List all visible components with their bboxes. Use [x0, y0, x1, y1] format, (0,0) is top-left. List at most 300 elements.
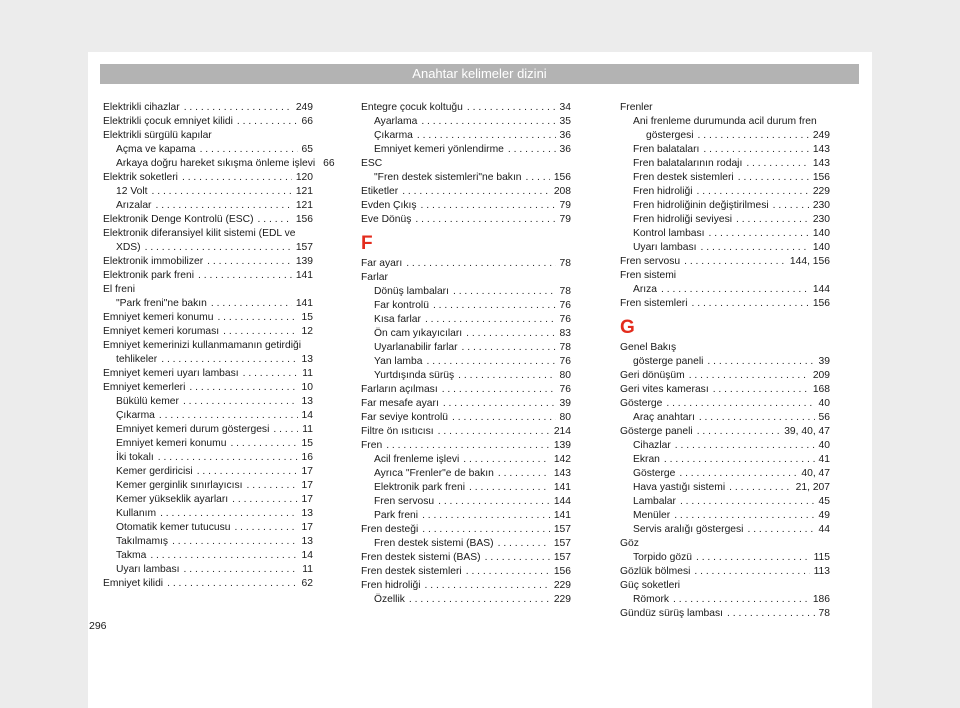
- leader-dots: [234, 521, 297, 535]
- entry-label: Elektrikli cihazlar: [103, 102, 180, 113]
- leader-dots: [438, 495, 550, 509]
- index-entry: [361, 355, 571, 369]
- index-entry: [103, 451, 313, 465]
- leader-dots: [696, 551, 810, 565]
- entry-label: Ayrıca "Frenler"e de bakın: [374, 468, 494, 479]
- entry-label: Kemer gerginlik sınırlayıcısı: [116, 480, 243, 491]
- leader-dots: [443, 397, 556, 411]
- entry-label: Dönüş lambaları: [374, 286, 449, 297]
- entry-label: İki tokalı: [116, 452, 154, 463]
- entry-label: tehlikeler: [116, 354, 158, 365]
- index-entry: [361, 185, 571, 199]
- index-entry: [620, 425, 830, 439]
- index-heading: Elektrikli sürgülü kapılar: [103, 130, 212, 141]
- entry-page: 214: [553, 426, 571, 437]
- entry-label: Acil frenleme işlevi: [374, 454, 460, 465]
- leader-dots: [438, 425, 550, 439]
- entry-page: 208: [553, 186, 571, 197]
- entry-page: 65: [301, 144, 313, 155]
- entry-page: 14: [301, 550, 313, 561]
- leader-dots: [701, 241, 809, 255]
- leader-dots: [466, 327, 555, 341]
- index-entry: [620, 157, 830, 171]
- entry-label: Takma: [116, 550, 147, 561]
- section-letter: G: [620, 317, 635, 338]
- entry-label: Elektronik park freni: [103, 270, 194, 281]
- index-entry: [361, 285, 571, 299]
- index-heading: El freni: [103, 284, 136, 295]
- entry-page: 142: [553, 454, 571, 465]
- entry-label: Kemer gerdiricisi: [116, 466, 193, 477]
- index-heading: Güç soketleri: [620, 580, 681, 591]
- leader-dots: [182, 171, 292, 185]
- entry-label: Far seviye kontrolü: [361, 412, 448, 423]
- leader-dots: [183, 395, 298, 409]
- entry-label: Emniyet kilidi: [103, 578, 164, 589]
- entry-label: Yurtdışında sürüş: [374, 370, 455, 381]
- leader-dots: [167, 577, 297, 591]
- entry-label: Kemer yükseklik ayarları: [116, 494, 229, 505]
- leader-dots: [200, 143, 298, 157]
- entry-label: Geri dönüşüm: [620, 370, 685, 381]
- index-entry: [620, 383, 830, 397]
- index-heading: ESC: [361, 158, 383, 169]
- entry-page: 13: [301, 354, 313, 365]
- leader-dots: [172, 535, 297, 549]
- entry-page: 230: [812, 200, 830, 211]
- index-entry: [620, 213, 830, 227]
- index-entry: [103, 297, 313, 311]
- entry-page: 209: [812, 370, 830, 381]
- leader-dots: [697, 185, 809, 199]
- entry-page: 78: [559, 258, 571, 269]
- leader-dots: [453, 285, 556, 299]
- entry-page: 76: [559, 384, 571, 395]
- entry-label: Emniyet kemerleri: [103, 382, 186, 393]
- leader-dots: [433, 299, 556, 313]
- entry-page: 121: [295, 200, 313, 211]
- leader-dots: [232, 493, 297, 507]
- leader-dots: [689, 369, 809, 383]
- leader-dots: [184, 101, 292, 115]
- leader-dots: [692, 297, 809, 311]
- entry-page: 157: [553, 552, 571, 563]
- entry-label: Fren desteği: [361, 524, 419, 535]
- leader-dots: [155, 199, 291, 213]
- entry-page: 76: [559, 300, 571, 311]
- leader-dots: [422, 523, 550, 537]
- entry-label: Ön cam yıkayıcıları: [374, 328, 463, 339]
- entry-label: Fren destek sistemi (BAS): [361, 552, 481, 563]
- leader-dots: [713, 383, 809, 397]
- leader-dots: [747, 523, 814, 537]
- entry-label: Açma ve kapama: [116, 144, 196, 155]
- entry-label: Emniyet kemeri konumu: [103, 312, 214, 323]
- entry-page: 45: [818, 496, 830, 507]
- index-entry: [103, 101, 313, 115]
- entry-page: 66: [301, 116, 313, 127]
- leader-dots: [150, 549, 297, 563]
- index-entry: [361, 383, 571, 397]
- entry-label: Park freni: [374, 510, 419, 521]
- entry-page: 229: [553, 594, 571, 605]
- entry-label: Çıkarma: [116, 410, 155, 421]
- entry-label: Arıza: [633, 284, 658, 295]
- index-heading: Elektronik diferansiyel kilit sistemi (EDL ve: [103, 228, 296, 239]
- index-entry: [103, 311, 313, 325]
- index-entry: [103, 171, 313, 185]
- index-entry: [620, 283, 830, 297]
- entry-page: 41: [818, 454, 830, 465]
- index-entry: [361, 453, 571, 467]
- entry-page: 121: [295, 186, 313, 197]
- entry-page: 13: [301, 508, 313, 519]
- index-entry: [620, 607, 830, 621]
- index-entry: [103, 213, 313, 227]
- entry-label: Etiketler: [361, 186, 399, 197]
- entry-label: Fren servosu: [620, 256, 681, 267]
- index-entry: [103, 465, 313, 479]
- leader-dots: [184, 563, 299, 577]
- leader-dots: [421, 199, 556, 213]
- leader-dots: [145, 241, 292, 255]
- entry-page: 78: [559, 342, 571, 353]
- index-entry: [620, 355, 830, 369]
- entry-label: Arızalar: [116, 200, 152, 211]
- index-entry: [103, 325, 313, 339]
- index-entry: [103, 577, 313, 591]
- index-entry: [620, 185, 830, 199]
- entry-label: Cihazlar: [633, 440, 671, 451]
- index-entry: [103, 255, 313, 269]
- leader-dots: [746, 157, 808, 171]
- entry-label: Torpido gözü: [633, 552, 692, 563]
- entry-label: Yan lamba: [374, 356, 423, 367]
- entry-label: Kontrol lambası: [633, 228, 705, 239]
- entry-label: Fren hidroliği: [361, 580, 421, 591]
- entry-label: Emniyet kemeri yönlendirme: [374, 144, 504, 155]
- entry-page: 156: [553, 566, 571, 577]
- leader-dots: [469, 481, 550, 495]
- index-column-2: [361, 101, 571, 607]
- index-heading: Genel Bakış: [620, 342, 677, 353]
- entry-page: 168: [812, 384, 830, 395]
- entry-label: Fren destek sistemi (BAS): [374, 538, 494, 549]
- entry-label: Fren hidroliğinin değiştirilmesi: [633, 200, 769, 211]
- index-entry: [620, 551, 830, 565]
- leader-dots: [152, 185, 292, 199]
- entry-page: 229: [553, 580, 571, 591]
- entry-page: 49: [818, 510, 830, 521]
- entry-label: Gündüz sürüş lambası: [620, 608, 724, 619]
- leader-dots: [738, 171, 809, 185]
- index-entry: [361, 495, 571, 509]
- index-entry: [103, 563, 313, 577]
- index-entry: [620, 411, 830, 425]
- entry-label: Römork: [633, 594, 670, 605]
- entry-page: 78: [818, 608, 830, 619]
- index-entry: [361, 199, 571, 213]
- entry-page: 140: [812, 228, 830, 239]
- index-entry: [103, 157, 335, 171]
- index-entry: [620, 129, 830, 143]
- entry-label: Kısa farlar: [374, 314, 421, 325]
- entry-label: Bükülü kemer: [116, 396, 179, 407]
- entry-label: Özellik: [374, 594, 405, 605]
- entry-label: Farların açılması: [361, 384, 438, 395]
- index-entry: [620, 593, 830, 607]
- index-entry: [361, 257, 571, 271]
- entry-page: 34: [559, 102, 571, 113]
- index-entry: [361, 101, 571, 115]
- leader-dots: [197, 465, 298, 479]
- index-entry: [103, 353, 313, 367]
- leader-dots: [386, 439, 550, 453]
- entry-page: 17: [301, 494, 313, 505]
- index-entry: [620, 565, 830, 579]
- index-entry: [103, 199, 313, 213]
- entry-label: göstergesi: [646, 130, 694, 141]
- index-entry: [620, 143, 830, 157]
- index-entry: [103, 507, 313, 521]
- leader-dots: [463, 453, 550, 467]
- leader-dots: [729, 481, 792, 495]
- entry-label: Uyarı lambası: [633, 242, 697, 253]
- entry-label: Emniyet kemeri durum göstergesi: [116, 424, 270, 435]
- entry-label: gösterge paneli: [633, 356, 704, 367]
- entry-label: "Fren destek sistemleri"ne bakın: [374, 172, 522, 183]
- index-entry: [361, 143, 571, 157]
- entry-label: Fren hidroliği: [633, 186, 693, 197]
- entry-page: 143: [812, 144, 830, 155]
- leader-dots: [198, 269, 292, 283]
- entry-page: 39, 40, 47: [784, 426, 830, 437]
- entry-label: Far mesafe ayarı: [361, 398, 439, 409]
- leader-dots: [666, 397, 814, 411]
- entry-page: 249: [812, 130, 830, 141]
- entry-label: Fren sistemleri: [620, 298, 688, 309]
- entry-page: 83: [559, 328, 571, 339]
- entry-label: Entegre çocuk koltuğu: [361, 102, 463, 113]
- entry-page: 15: [301, 438, 313, 449]
- entry-page: 39: [559, 398, 571, 409]
- index-entry: [361, 213, 571, 227]
- index-entry: [103, 479, 313, 493]
- index-entry: [103, 549, 313, 563]
- leader-dots: [707, 355, 814, 369]
- entry-page: 113: [813, 566, 830, 577]
- leader-dots: [223, 325, 297, 339]
- leader-dots: [458, 369, 555, 383]
- index-entry: [103, 381, 313, 395]
- index-entry: [103, 241, 313, 255]
- leader-dots: [442, 383, 556, 397]
- leader-dots: [159, 409, 298, 423]
- entry-page: 229: [812, 186, 830, 197]
- index-heading: Göz: [620, 538, 639, 549]
- entry-label: Gösterge: [633, 468, 676, 479]
- entry-label: Otomatik kemer tutucusu: [116, 522, 231, 533]
- entry-page: 36: [559, 130, 571, 141]
- leader-dots: [674, 509, 814, 523]
- entry-page: 21, 207: [795, 482, 830, 493]
- leader-dots: [773, 199, 809, 213]
- entry-page: 144: [553, 496, 571, 507]
- index-entry: [103, 535, 313, 549]
- entry-page: 11: [302, 424, 313, 435]
- index-entry: [361, 481, 571, 495]
- entry-page: 143: [553, 468, 571, 479]
- entry-label: Eve Dönüş: [361, 214, 412, 225]
- leader-dots: [727, 607, 815, 621]
- entry-label: Filtre ön ısıtıcısı: [361, 426, 434, 437]
- entry-label: Uyarı lambası: [116, 564, 180, 575]
- entry-page: 13: [301, 536, 313, 547]
- leader-dots: [694, 565, 809, 579]
- index-entry: [361, 313, 571, 327]
- entry-label: Far kontrolü: [374, 300, 429, 311]
- leader-dots: [189, 381, 297, 395]
- leader-dots: [230, 437, 297, 451]
- entry-label: Gösterge paneli: [620, 426, 693, 437]
- index-entry: [361, 425, 571, 439]
- leader-dots: [402, 185, 550, 199]
- index-entry: [361, 341, 571, 355]
- entry-page: 249: [295, 102, 313, 113]
- entry-label: Uyarlanabilir farlar: [374, 342, 458, 353]
- leader-dots: [409, 593, 550, 607]
- entry-page: 141: [553, 510, 571, 521]
- entry-page: 80: [559, 370, 571, 381]
- entry-page: 40: [818, 440, 830, 451]
- entry-label: Fren destek sistemleri: [361, 566, 462, 577]
- entry-page: 40: [818, 398, 830, 409]
- index-entry: [361, 115, 571, 129]
- entry-label: Lambalar: [633, 496, 676, 507]
- entry-page: 40, 47: [801, 468, 830, 479]
- leader-dots: [698, 129, 809, 143]
- leader-dots: [699, 411, 815, 425]
- entry-page: 78: [559, 286, 571, 297]
- leader-dots: [417, 129, 556, 143]
- leader-dots: [675, 439, 815, 453]
- entry-page: 141: [295, 298, 313, 309]
- entry-label: Kullanım: [116, 508, 157, 519]
- index-header: Anahtar kelimeler dizini: [100, 64, 859, 84]
- entry-label: Elektrikli çocuk emniyet kilidi: [103, 116, 233, 127]
- entry-page: 143: [812, 158, 830, 169]
- entry-page: 144, 156: [789, 256, 830, 267]
- entry-page: 141: [553, 482, 571, 493]
- entry-page: 62: [301, 578, 313, 589]
- index-entry: [103, 437, 313, 451]
- entry-label: Elektronik immobilizer: [103, 256, 204, 267]
- entry-page: 80: [559, 412, 571, 423]
- entry-label: Hava yastığı sistemi: [633, 482, 726, 493]
- index-entry: [361, 369, 571, 383]
- entry-page: 10: [301, 382, 313, 393]
- index-entry: [620, 255, 830, 269]
- index-entry: [620, 397, 830, 411]
- leader-dots: [661, 283, 809, 297]
- leader-dots: [680, 495, 815, 509]
- leader-dots: [415, 213, 555, 227]
- index-heading: Ani frenleme durumunda acil durum fren: [633, 116, 817, 127]
- leader-dots: [211, 297, 292, 311]
- index-entry: [103, 423, 313, 437]
- index-heading: Emniyet kemerinizi kullanmamanın getirdiği: [103, 340, 302, 351]
- entry-label: Elektronik park freni: [374, 482, 465, 493]
- index-entry: [361, 565, 571, 579]
- entry-page: 12: [301, 326, 313, 337]
- index-entry: [361, 537, 571, 551]
- leader-dots: [160, 507, 297, 521]
- index-entry: [103, 143, 313, 157]
- entry-label: Elektrik soketleri: [103, 172, 178, 183]
- leader-dots: [498, 467, 550, 481]
- entry-label: XDS): [116, 242, 141, 253]
- index-entry: [361, 129, 571, 143]
- entry-page: 56: [818, 412, 830, 423]
- leader-dots: [422, 509, 550, 523]
- entry-page: 16: [301, 452, 313, 463]
- leader-dots: [207, 255, 292, 269]
- leader-dots: [421, 115, 555, 129]
- index-entry: [361, 411, 571, 425]
- index-entry: [103, 269, 313, 283]
- entry-page: 140: [812, 242, 830, 253]
- index-entry: [620, 199, 830, 213]
- entry-page: 66: [323, 158, 335, 169]
- page-number: 296: [89, 620, 107, 632]
- entry-label: Arkaya doğru hareket sıkışma önleme işlevi: [116, 158, 316, 169]
- entry-label: Emniyet kemeri koruması: [103, 326, 220, 337]
- entry-page: 36: [559, 144, 571, 155]
- entry-label: Far ayarı: [361, 258, 403, 269]
- entry-label: Menüler: [633, 510, 671, 521]
- entry-page: 76: [559, 314, 571, 325]
- entry-label: Fren destek sistemleri: [633, 172, 734, 183]
- leader-dots: [526, 171, 550, 185]
- entry-page: 11: [302, 564, 313, 575]
- entry-label: Emniyet kemeri uyarı lambası: [103, 368, 239, 379]
- index-entry: [361, 579, 571, 593]
- entry-page: 44: [818, 524, 830, 535]
- entry-label: Ayarlama: [374, 116, 418, 127]
- entry-page: 76: [559, 356, 571, 367]
- entry-label: Gözlük bölmesi: [620, 566, 691, 577]
- entry-page: 17: [301, 480, 313, 491]
- index-entry: [361, 551, 571, 565]
- index-entry: [620, 297, 830, 311]
- entry-page: 79: [559, 200, 571, 211]
- leader-dots: [246, 479, 297, 493]
- entry-page: 139: [553, 440, 571, 451]
- entry-label: Servis aralığı göstergesi: [633, 524, 744, 535]
- entry-page: 13: [301, 396, 313, 407]
- leader-dots: [485, 551, 550, 565]
- leader-dots: [498, 537, 550, 551]
- leader-dots: [217, 311, 297, 325]
- leader-dots: [452, 411, 556, 425]
- index-entry: [103, 521, 313, 535]
- index-entry: [361, 327, 571, 341]
- leader-dots: [664, 453, 815, 467]
- entry-label: Fren balatalarının rodajı: [633, 158, 743, 169]
- index-entry: [103, 395, 313, 409]
- entry-label: Fren: [361, 440, 383, 451]
- entry-page: 17: [301, 466, 313, 477]
